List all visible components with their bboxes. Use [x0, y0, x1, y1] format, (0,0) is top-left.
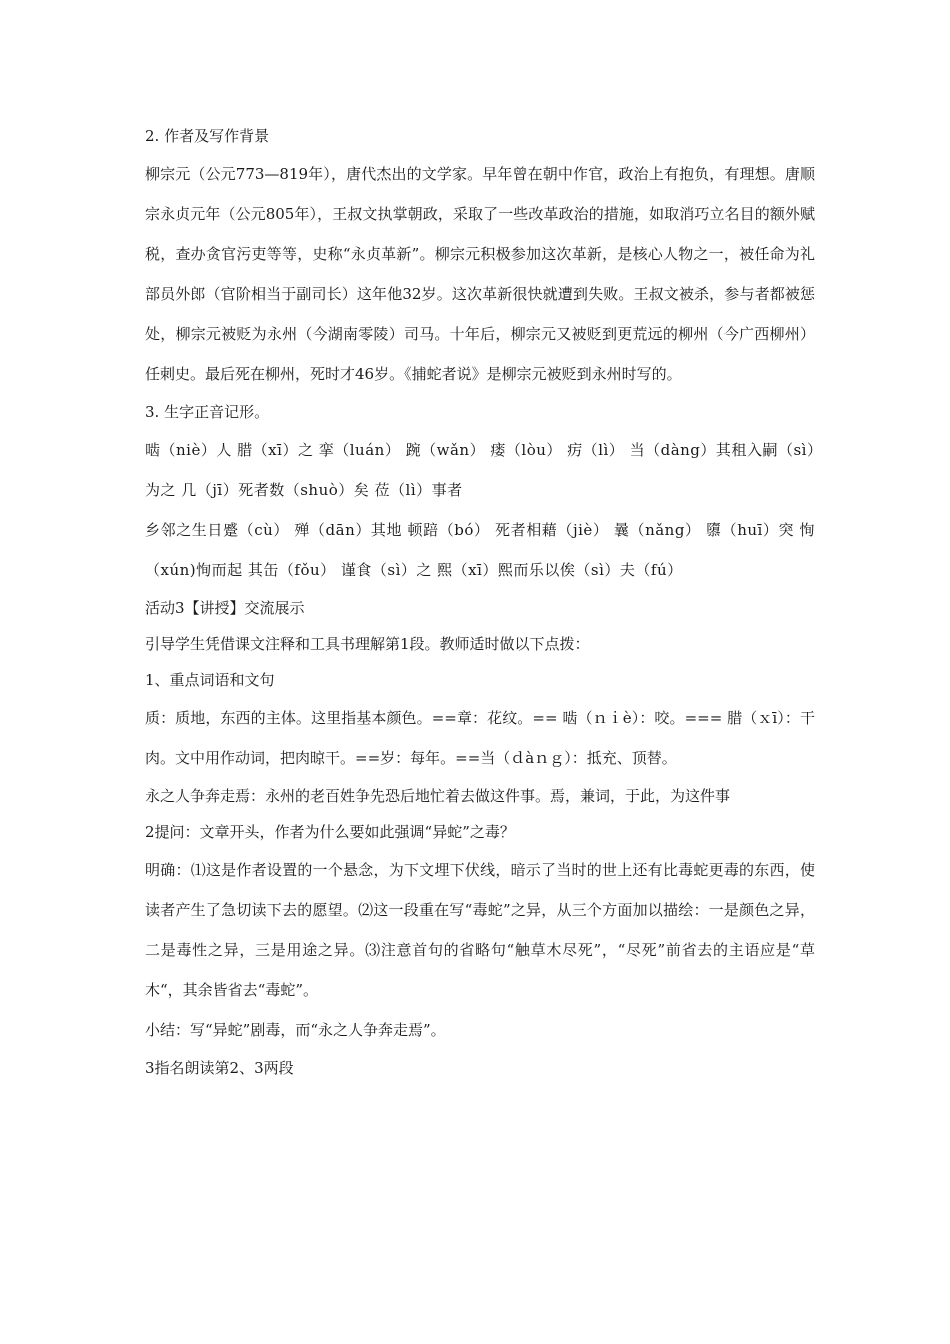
pronunciation-list-2: 乡邻之生日蹙（cù） 殚（dān）其地 顿踣（bó） 死者相藉（jiè） 曩（nǎng） 隳（huī）突 恂（xún)恂而起 其缶（fǒu） 谨食（sì）之 熙（xī）熙而乐以俟（sì）夫（fú） — [145, 521, 815, 579]
summary-paragraph: 小结：写“异蛇”剧毒，而“永之人争奔走焉”。 — [145, 1021, 446, 1039]
question-3: 3指名朗读第2、3两段 — [145, 1059, 294, 1077]
key-words-heading: 1、重点词语和文句 — [145, 671, 275, 689]
answer-paragraph: 明确：⑴这是作者设置的一个悬念，为下文埋下伏线，暗示了当时的世上还有比毒蛇更毒的东西，使读者产生了急切读下去的愿望。⑵这一段重在写“毒蛇”之异，从三个方面加以描绘：一是颜色之异，二是毒性之异，三是用途之异。⑶注意首句的省略句“触草木尽死”，“尽死”前省去的主语应是“草木“，其余皆省去“毒蛇”。 — [145, 861, 815, 999]
document-page — [145, 118, 815, 1086]
key-words-paragraph: 质：质地，东西的主体。这里指基本颜色。==章：花纹。== 啮（ｎｉè）：咬。=== 腊（ｘī）：干肉。文中用作动词，把肉晾干。==岁：每年。==当（ｄàｎｇ）：抵充、顶替。 — [145, 709, 815, 767]
section-heading-author-background: 2. 作者及写作背景 — [145, 127, 270, 145]
teaching-guide: 引导学生凭借课文注释和工具书理解第1段。教师适时做以下点拨： — [145, 635, 590, 653]
key-sentence-paragraph: 永之人争奔走焉：永州的老百姓争先恐后地忙着去做这件事。焉，兼词，于此，为这件事 — [145, 787, 731, 805]
section-heading-pronunciation: 3. 生字正音记形。 — [145, 403, 270, 421]
activity-heading: 活动3【讲授】交流展示 — [145, 599, 305, 617]
question-2: 2提问：文章开头，作者为什么要如此强调“异蛇”之毒？ — [145, 823, 515, 841]
pronunciation-list-1: 啮（niè）人 腊（xī）之 挛（luán） 踠（wǎn） 瘘（lòu） 疠（lì） 当（dàng）其租入嗣（sì）为之 几（jī）死者数（shuò）矣 莅（lì）事者 — [145, 441, 815, 499]
author-background-paragraph: 柳宗元（公元773—819年），唐代杰出的文学家。早年曾在朝中作官，政治上有抱负，有理想。唐顺宗永贞元年（公元805年），王叔文执掌朝政，采取了一些改革政治的措施，如取消巧立名目的额外赋税，查办贪官污吏等等，史称“永贞革新”。柳宗元积极参加这次革新，是核心人物之一，被任命为礼部员外郎（官阶相当于副司长）这年他32岁。这次革新很快就遭到失败。王叔文被杀，参与者都被惩处，柳宗元被贬为永州（今湖南零陵）司马。十年后，柳宗元又被贬到更荒远的柳州（今广西柳州）任刺史。最后死在柳州，死时才46岁。《捕蛇者说》是柳宗元被贬到永州时写的。 — [145, 165, 815, 383]
